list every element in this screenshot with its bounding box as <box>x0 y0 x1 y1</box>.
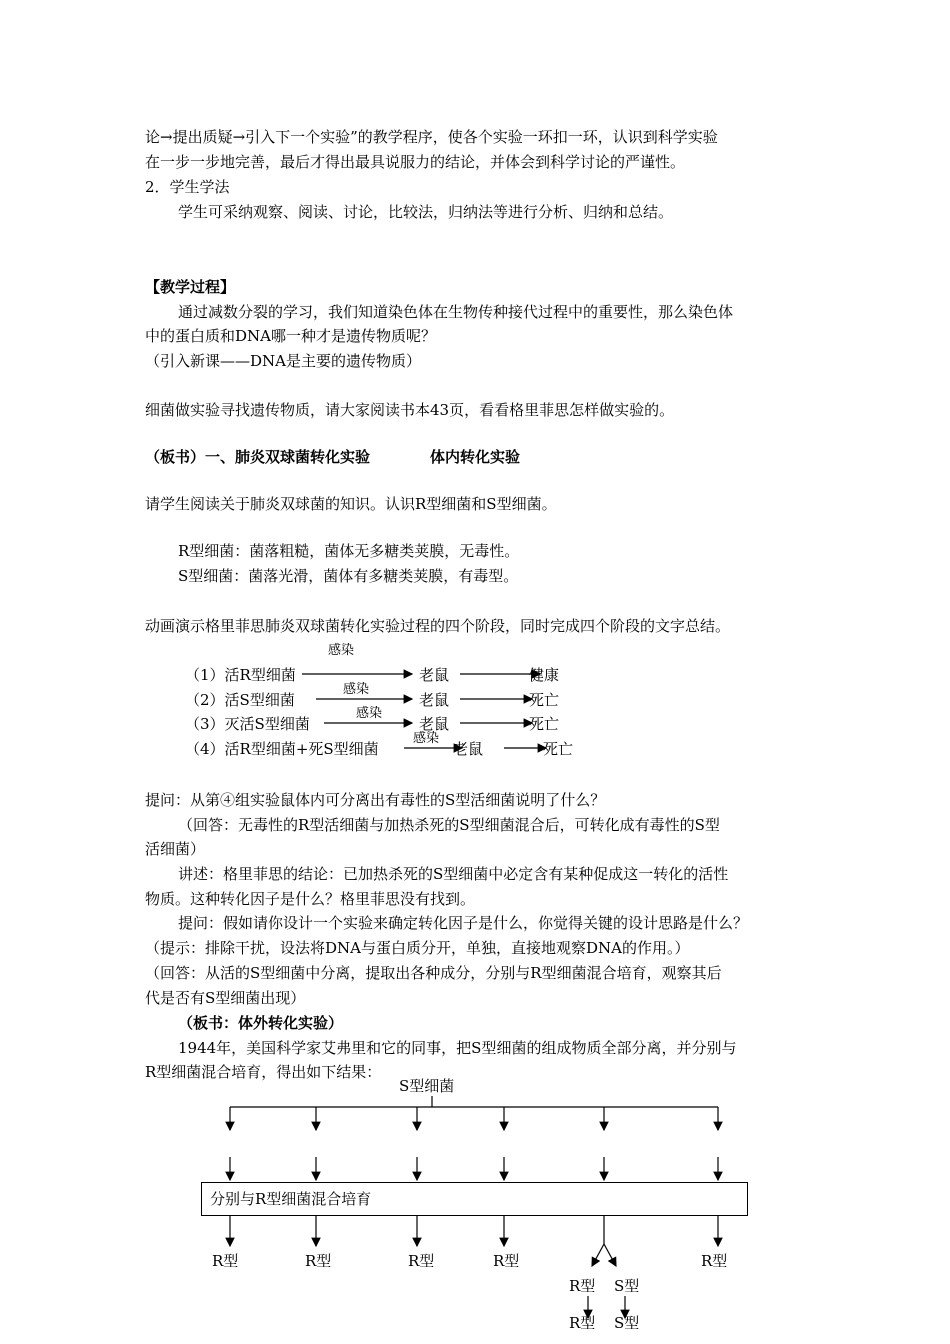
question-1: 提问：从第④组实验鼠体内可分离出有毒性的S型活细菌说明了什么？ <box>145 791 606 809</box>
process-p3: 请学生阅读关于肺炎双球菌的知识。认识R型细菌和S型细菌。 <box>145 495 557 513</box>
exp3-result: 死亡 <box>529 715 560 733</box>
process-p1-b: 中的蛋白质和DNA哪一种才是遗传物质呢？ <box>145 327 436 345</box>
result-5b: S型 <box>614 1277 640 1295</box>
s-type-description: S型细菌：菌落光滑，菌体有多糖类荚膜，有毒型。 <box>178 567 519 585</box>
result-4: R型 <box>493 1252 520 1270</box>
process-p2: 细菌做实验寻找遗传物质，请大家阅读书本43页，看看格里菲思怎样做实验的。 <box>145 401 675 419</box>
question-2: 提问：假如请你设计一个实验来确定转化因子是什么，你觉得关键的设计思路是什么？ <box>178 914 749 932</box>
exp2-arrow-label: 感染 <box>343 682 370 697</box>
exp4-arrow-label: 感染 <box>413 731 440 746</box>
result-5a: R型 <box>569 1277 596 1295</box>
exp1-arrow-label: 感染 <box>328 643 355 658</box>
statement-1-b: 物质。这种转化因子是什么？格里菲思没有找到。 <box>145 890 476 908</box>
statement-1-a: 讲述：格里菲思的结论：已加热杀死的S型细菌中必定含有某种促成这一转化的活性 <box>178 865 729 883</box>
exp3-label: （3）灭活S型细菌 <box>185 715 310 733</box>
result-2: R型 <box>305 1252 332 1270</box>
avery-top-label: S型细菌 <box>399 1077 455 1095</box>
exp4-label: （4）活R型细菌+死S型细菌 <box>185 740 379 758</box>
intro-line-1: 论→提出质疑→引入下一个实验”的教学程序，使各个实验一环扣一环，认识到科学实验 <box>145 128 718 146</box>
process-p4: 动画演示格里菲思肺炎双球菌转化实验过程的四个阶段，同时完成四个阶段的文字总结。 <box>145 617 731 635</box>
mix-culture-box <box>201 1182 748 1216</box>
board-heading-2: （板书：体外转化实验） <box>178 1014 344 1032</box>
result-5a-next: R型 <box>569 1314 596 1332</box>
r-type-description: R型细菌：菌落粗糙，菌体无多糖类荚膜，无毒性。 <box>178 542 520 560</box>
answer-2-b: 代是否有S型细菌出现） <box>145 989 306 1007</box>
answer-1-b: 活细菌） <box>145 840 206 858</box>
exp3-mid: 老鼠 <box>419 715 450 733</box>
result-3: R型 <box>408 1252 435 1270</box>
board-heading-1b: 体内转化实验 <box>430 448 521 466</box>
intro-line-2: 在一步一步地完善，最后才得出最具说服力的结论，并体会到科学讨论的严谨性。 <box>145 153 686 171</box>
exp1-result: 健康 <box>529 666 560 684</box>
process-heading: 【教学过程】 <box>145 278 236 296</box>
exp2-result: 死亡 <box>529 691 560 709</box>
exp1-label: （1）活R型细菌 <box>185 666 296 684</box>
avery-text-a: 1944年，美国科学家艾弗里和它的同事，把S型细菌的组成物质全部分离，并分别与 <box>178 1039 737 1057</box>
exp4-result: 死亡 <box>543 740 574 758</box>
exp2-label: （2）活S型细菌 <box>185 691 295 709</box>
exp4-mid: 老鼠 <box>453 740 484 758</box>
mix-culture-label: 分别与R型细菌混合培育 <box>210 1190 372 1208</box>
student-method-text: 学生可采纳观察、阅读、讨论，比较法，归纳法等进行分析、归纳和总结。 <box>178 203 674 221</box>
exp1-mid: 老鼠 <box>419 666 450 684</box>
exp3-arrow-label: 感染 <box>356 706 383 721</box>
avery-text-b: R型细菌混合培育，得出如下结果： <box>145 1063 382 1081</box>
process-p1-a: 通过减数分裂的学习，我们知道染色体在生物传种接代过程中的重要性，那么染色体 <box>178 303 734 321</box>
result-6: R型 <box>701 1252 728 1270</box>
result-1: R型 <box>212 1252 239 1270</box>
process-p1-c: （引入新课——DNA是主要的遗传物质） <box>145 352 421 370</box>
hint: （提示：排除干扰，设法将DNA与蛋白质分开，单独，直接地观察DNA的作用。） <box>145 939 690 957</box>
result-5b-next: S型 <box>614 1314 640 1332</box>
board-heading-1a: （板书）一、肺炎双球菌转化实验 <box>145 448 371 466</box>
answer-2-a: （回答：从活的S型细菌中分离，提取出各种成分，分别与R型细菌混合培育，观察其后 <box>145 964 722 982</box>
exp2-mid: 老鼠 <box>419 691 450 709</box>
answer-1-a: （回答：无毒性的R型活细菌与加热杀死的S型细菌混合后，可转化成有毒性的S型 <box>178 816 720 834</box>
student-method-heading: 2．学生学法 <box>145 178 230 196</box>
